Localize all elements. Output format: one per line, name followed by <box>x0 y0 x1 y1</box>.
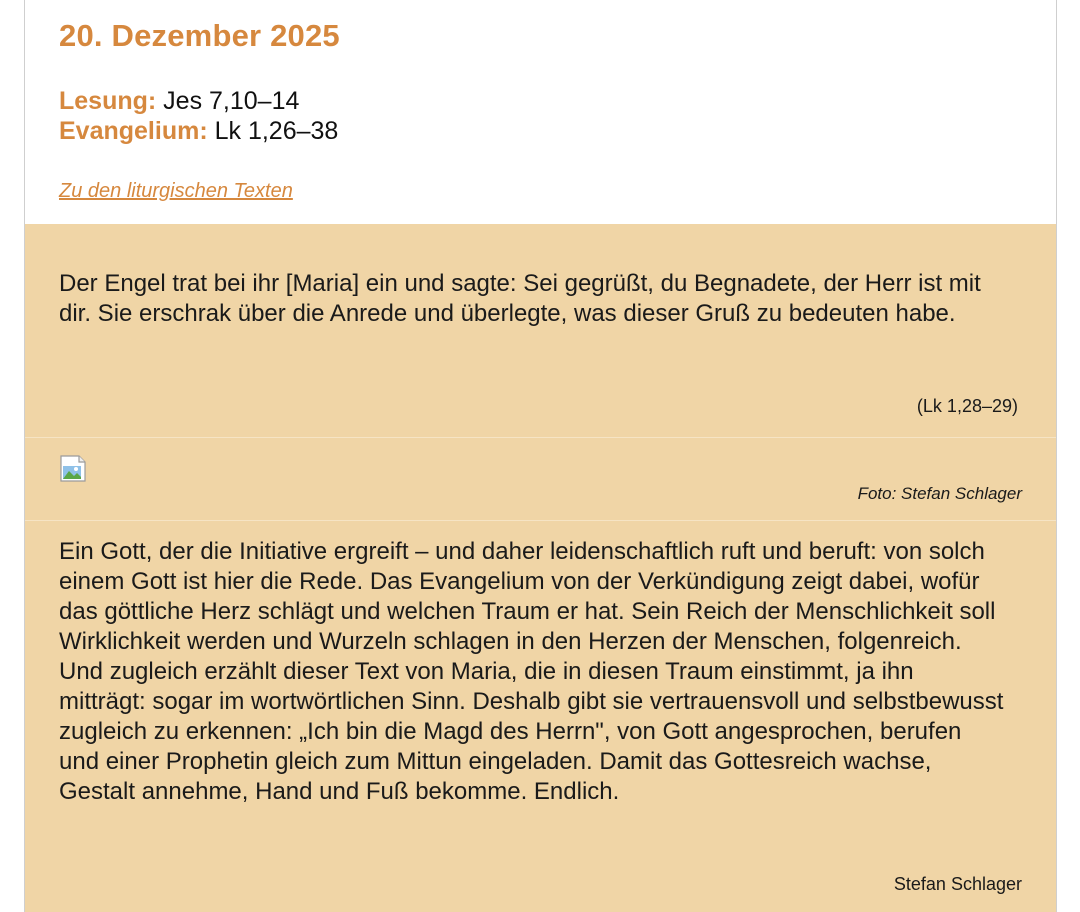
photo-section <box>25 438 1056 520</box>
evangelium-line <box>59 117 338 146</box>
lesung-reference: Jes 7,10–14 <box>163 87 300 115</box>
reflection-text: Ein Gott, der die Initiative ergreift – und daher leidenschaftlich ruft und beruft: von solch einem Gott ist hier die Rede. Das Evangelium von der Verkündigung zeigt dabei, wofür das göttliche Herz schlägt und welchen Traum er hat. Sein Reich der Menschlichkeit soll Wirklichkeit werden und Wurzeln schlagen in den Herzen der Menschen, folgenreich. Und zugleich erzählt dieser Text von Maria, die in diesen Traum einstimmt, ja ihn mitträgt: sogar im wortwörtlichen Sinn. Deshalb gibt sie vertrauensvoll und selbstbewusst zugleich zu erkennen: „Ich bin die Magd des Herrn", von Gott angesprochen, berufen und einer Prophetin gleich zum Mittun eingeladen. Damit das Gottesreich wachse, Gestalt annehme, Hand und Fuß bekomme. Endlich. <box>59 538 1004 805</box>
date-title: 20. Dezember 2025 <box>59 18 340 53</box>
author-name: Stefan Schlager <box>893 874 1022 894</box>
evangelium-label: Evangelium: <box>59 117 208 145</box>
reflection-section <box>25 521 1056 912</box>
gospel-quote: Der Engel trat bei ihr [Maria] ein und sagte: Sei gegrüßt, du Begnadete, der Herr ist mit dir. Sie erschrak über die Anrede und überlegte, was dieser Gruß zu bedeuten habe. <box>59 270 981 327</box>
evangelium-reference: Lk 1,26–38 <box>214 117 339 145</box>
quote-section <box>25 224 1056 437</box>
lesung-line <box>59 87 299 116</box>
card-header <box>25 0 1056 224</box>
lesung-label: Lesung: <box>59 87 157 115</box>
broken-image-icon <box>59 455 87 482</box>
photo-credit: Foto: Stefan Schlager <box>857 484 1022 503</box>
daily-reading-card <box>24 0 1057 912</box>
quote-reference: (Lk 1,28–29) <box>916 396 1018 416</box>
liturgical-texts-link[interactable]: Zu den liturgischen Texten <box>59 180 293 202</box>
